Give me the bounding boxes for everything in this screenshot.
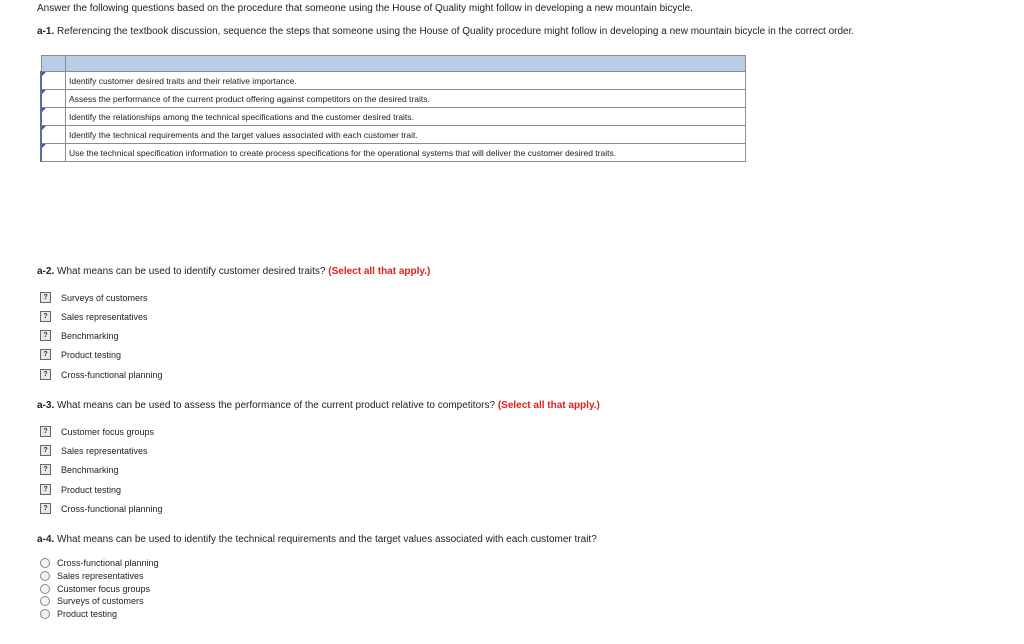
checkbox-icon[interactable]: ?	[40, 426, 51, 437]
radio-option[interactable]	[40, 609, 117, 619]
checkbox-icon[interactable]: ?	[40, 349, 51, 360]
sequence-table	[40, 55, 746, 162]
checkbox-icon[interactable]: ?	[40, 445, 51, 456]
checkbox-option[interactable]	[40, 292, 148, 303]
checkbox-option[interactable]	[40, 464, 119, 475]
dropdown-marker-icon	[42, 90, 46, 94]
sequence-row	[41, 126, 746, 144]
order-dropdown[interactable]	[41, 72, 66, 90]
question-a2-text: What means can be used to identify customer desired traits?	[57, 266, 326, 277]
option-label: Product testing	[61, 484, 122, 495]
checkbox-option[interactable]	[40, 330, 119, 341]
question-a2-label: a-2.	[37, 266, 55, 277]
option-label: Product testing	[57, 609, 118, 619]
checkbox-option[interactable]	[40, 426, 154, 437]
sequence-row	[41, 108, 746, 126]
select-all-note: (Select all that apply.)	[328, 266, 431, 277]
option-label: Sales representatives	[57, 571, 144, 581]
option-label: Customer focus groups	[57, 584, 151, 594]
option-label: Surveys of customers	[61, 292, 148, 303]
checkbox-option[interactable]	[40, 311, 148, 322]
option-label: Cross-functional planning	[61, 503, 163, 514]
question-a4	[37, 534, 597, 545]
sequence-step-text: Assess the performance of the current product offering against competitors on the desired traits.	[66, 90, 746, 108]
intro-text: Answer the following questions based on the procedure that someone using the House of Quality might follow in developing a new mountain bicycle.	[37, 3, 693, 14]
sequence-step-text: Identify customer desired traits and their relative importance.	[66, 72, 746, 90]
question-a1-text: Referencing the textbook discussion, sequence the steps that someone using the House of Quality procedure might follow in developing a new mountain bicycle in the correct order.	[57, 26, 855, 37]
option-label: Benchmarking	[61, 330, 119, 341]
checkbox-option[interactable]	[40, 484, 121, 495]
sequence-step-text: Identify the relationships among the technical specifications and the customer desired traits.	[66, 108, 746, 126]
question-a1	[37, 26, 854, 37]
select-all-note: (Select all that apply.)	[497, 400, 600, 411]
checkbox-option[interactable]	[40, 445, 148, 456]
checkbox-icon[interactable]: ?	[40, 292, 51, 303]
question-a4-text: What means can be used to identify the technical requirements and the target values associated with each customer trait?	[57, 534, 597, 545]
sequence-table-header	[41, 56, 746, 72]
question-a4-label: a-4.	[37, 534, 55, 545]
radio-option[interactable]	[40, 558, 159, 568]
option-label: Customer focus groups	[61, 426, 155, 437]
order-dropdown[interactable]	[41, 108, 66, 126]
option-label: Cross-functional planning	[57, 558, 159, 568]
sequence-row	[41, 72, 746, 90]
question-a2	[37, 266, 430, 277]
radio-option[interactable]	[40, 596, 144, 606]
checkbox-icon[interactable]: ?	[40, 503, 51, 514]
checkbox-icon[interactable]: ?	[40, 369, 51, 380]
checkbox-option[interactable]	[40, 503, 163, 514]
option-label: Cross-functional planning	[61, 369, 163, 380]
option-label: Surveys of customers	[57, 596, 144, 606]
checkbox-option[interactable]	[40, 349, 121, 360]
sequence-row	[41, 90, 746, 108]
dropdown-marker-icon	[42, 108, 46, 112]
sequence-row	[41, 144, 746, 162]
dropdown-marker-icon	[42, 72, 46, 76]
radio-button[interactable]	[40, 609, 50, 619]
question-a3	[37, 400, 600, 411]
order-dropdown[interactable]	[41, 90, 66, 108]
question-a3-text: What means can be used to assess the performance of the current product relative to competitors?	[57, 400, 496, 411]
radio-button[interactable]	[40, 571, 50, 581]
radio-button[interactable]	[40, 596, 50, 606]
checkbox-icon[interactable]: ?	[40, 330, 51, 341]
dropdown-marker-icon	[42, 126, 46, 130]
dropdown-marker-icon	[42, 144, 46, 148]
option-label: Sales representatives	[61, 311, 148, 322]
checkbox-icon[interactable]: ?	[40, 311, 51, 322]
order-dropdown[interactable]	[41, 144, 66, 162]
checkbox-icon[interactable]: ?	[40, 464, 51, 475]
sequence-step-text: Identify the technical requirements and the target values associated with each customer trait.	[66, 126, 746, 144]
sequence-step-text: Use the technical specification information to create process specifications for the operational systems that will deliver the customer desired traits.	[66, 144, 746, 162]
radio-button[interactable]	[40, 584, 50, 594]
order-dropdown[interactable]	[41, 126, 66, 144]
checkbox-option[interactable]	[40, 369, 163, 380]
question-a3-label: a-3.	[37, 400, 55, 411]
checkbox-icon[interactable]: ?	[40, 484, 51, 495]
radio-option[interactable]	[40, 571, 144, 581]
option-label: Benchmarking	[61, 464, 119, 475]
radio-button[interactable]	[40, 558, 50, 568]
question-a1-label: a-1.	[37, 26, 55, 37]
radio-option[interactable]	[40, 584, 150, 594]
option-label: Sales representatives	[61, 445, 148, 456]
option-label: Product testing	[61, 349, 122, 360]
